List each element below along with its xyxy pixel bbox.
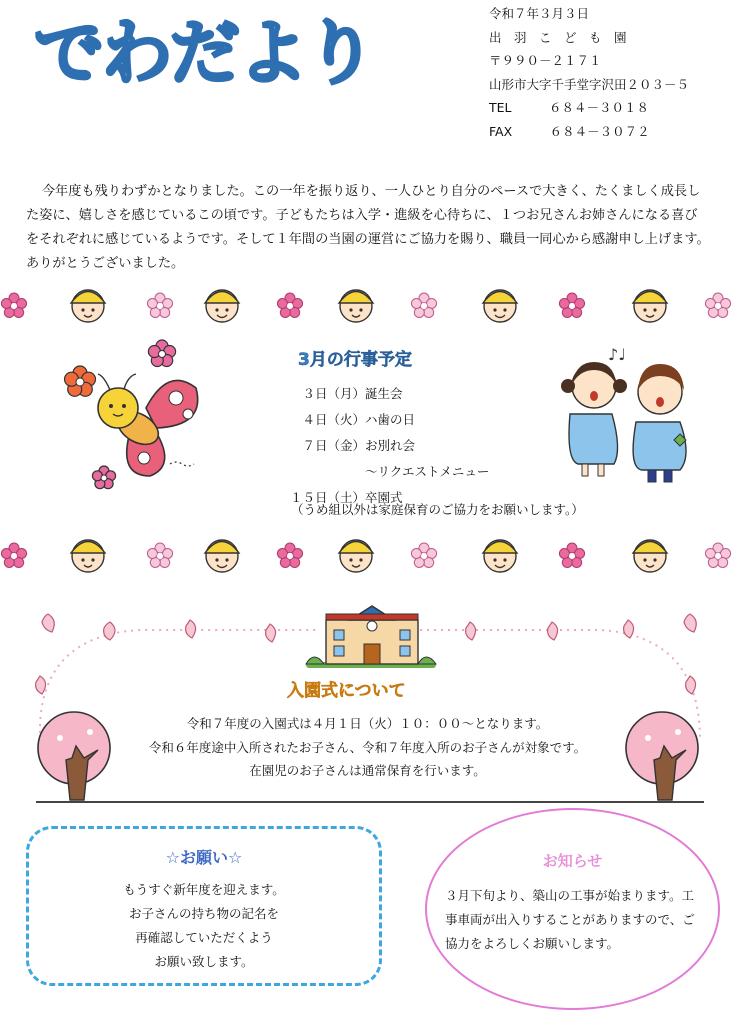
cherry-petal-icon <box>686 676 696 694</box>
request-line: お子さんの持ち物の記名を <box>128 906 279 921</box>
flower-icon <box>147 543 172 568</box>
child-face-icon <box>71 540 105 572</box>
cherry-petal-icon <box>684 614 696 632</box>
entrance-line: 令和６年度途中入所されたお子さん、令和７年度入所のお子さんが対象です。 <box>148 739 587 755</box>
child-face-icon <box>483 290 517 322</box>
entrance-line: 令和７年度の入園式は４月１日（火）１０：００～となります。 <box>186 716 549 731</box>
child-face-icon <box>633 290 667 322</box>
cherry-petal-icon <box>186 620 196 638</box>
cherry-petal-icon <box>104 622 115 640</box>
flower-icon <box>277 293 302 318</box>
org-name: 出 羽 こ ど も 園 <box>489 29 627 45</box>
schedule-item: １５日（土）卒園式 <box>290 490 403 505</box>
entrance-line: 在園児のお子さんは通常保育を行います。 <box>249 763 486 778</box>
cherry-petal-icon <box>624 620 634 638</box>
address: 山形市大字千手堂字沢田２０３－５ <box>489 76 690 92</box>
child-face-icon <box>339 290 373 322</box>
flower-icon <box>277 543 302 568</box>
flower-icon <box>411 293 436 318</box>
notice-body: ３月下旬より、築山の工事が始まります。工事車両が出入りすることがありますので、ご協力をよろしくお願いします。 <box>445 888 695 951</box>
flower-icon <box>705 293 730 318</box>
cherry-petal-icon <box>42 614 54 632</box>
cherry-petal-icon <box>548 622 558 640</box>
request-body <box>26 878 382 974</box>
issue-date: 令和７年３月３日 <box>489 6 590 21</box>
entrance-title: 入園式について <box>287 681 406 701</box>
decoration-band-middle <box>0 536 735 576</box>
flower-icon <box>65 366 96 396</box>
flower-icon <box>1 293 26 318</box>
newsletter-title: でわだより <box>34 12 374 94</box>
schedule-list <box>290 381 489 511</box>
intro-paragraph: 今年度も残りわずかとなりました。この一年を振り返り、一人ひとり自分のペースで大きく、たくましく成長した姿に、嬉しさを感じているこの頃です。子どもたちは入学・進級を心待ちに、１つお兄さんお姉さんになる喜びをそれぞれに感じているようです。そして１年間の当園の運営にご協力を賜り、職員一同心から感謝申し上げます。ありがとうございました。 <box>26 184 710 271</box>
svg-text:♪♩: ♪♩ <box>608 345 626 364</box>
decoration-band-top <box>0 286 735 326</box>
request-line: お願い致します。 <box>154 954 254 969</box>
school-building-icon <box>306 606 436 668</box>
flower-icon <box>147 293 172 318</box>
flower-icon <box>92 466 115 489</box>
child-face-icon <box>205 290 239 322</box>
schedule-item: ～リクエストメニュー <box>290 464 490 479</box>
cherry-petal-icon <box>36 676 46 694</box>
flower-icon <box>1 543 26 568</box>
tel: TEL ６８４－３０１８ <box>489 100 649 115</box>
child-face-icon <box>339 540 373 572</box>
flower-icon <box>411 543 436 568</box>
fax: FAX ６８４－３０７２ <box>489 123 650 139</box>
schedule-item: ４日（火）ハ歯の日 <box>290 412 416 427</box>
child-face-icon <box>633 540 667 572</box>
cherry-petal-icon <box>466 622 476 640</box>
child-face-icon <box>71 290 105 322</box>
schedule-item: ３日（月）誕生会 <box>290 386 403 401</box>
singing-children-icon <box>556 340 696 485</box>
flower-icon <box>559 293 584 318</box>
cherry-petal-icon <box>266 624 276 642</box>
schedule-item: ７日（金）お別れ会 <box>290 438 416 453</box>
child-face-icon <box>205 540 239 572</box>
request-line: 再確認していただくよう <box>135 930 273 945</box>
child-face-icon <box>483 540 517 572</box>
request-line: もうすぐ新年度を迎えます。 <box>123 882 285 897</box>
contact-info <box>489 2 689 143</box>
butterfly-icon <box>58 336 208 496</box>
flower-icon <box>148 340 175 367</box>
request-title: ☆お願い☆ <box>165 848 243 867</box>
notice-title: お知らせ <box>542 852 603 870</box>
schedule-title: 3月の行事予定 <box>298 350 412 370</box>
postal-code: 〒９９０－２１７１ <box>489 53 602 68</box>
flower-icon <box>705 543 730 568</box>
schedule-note: （うめ組以外は家庭保育のご協力をお願いします。） <box>291 502 584 517</box>
flower-icon <box>559 543 584 568</box>
entrance-body <box>0 712 735 783</box>
